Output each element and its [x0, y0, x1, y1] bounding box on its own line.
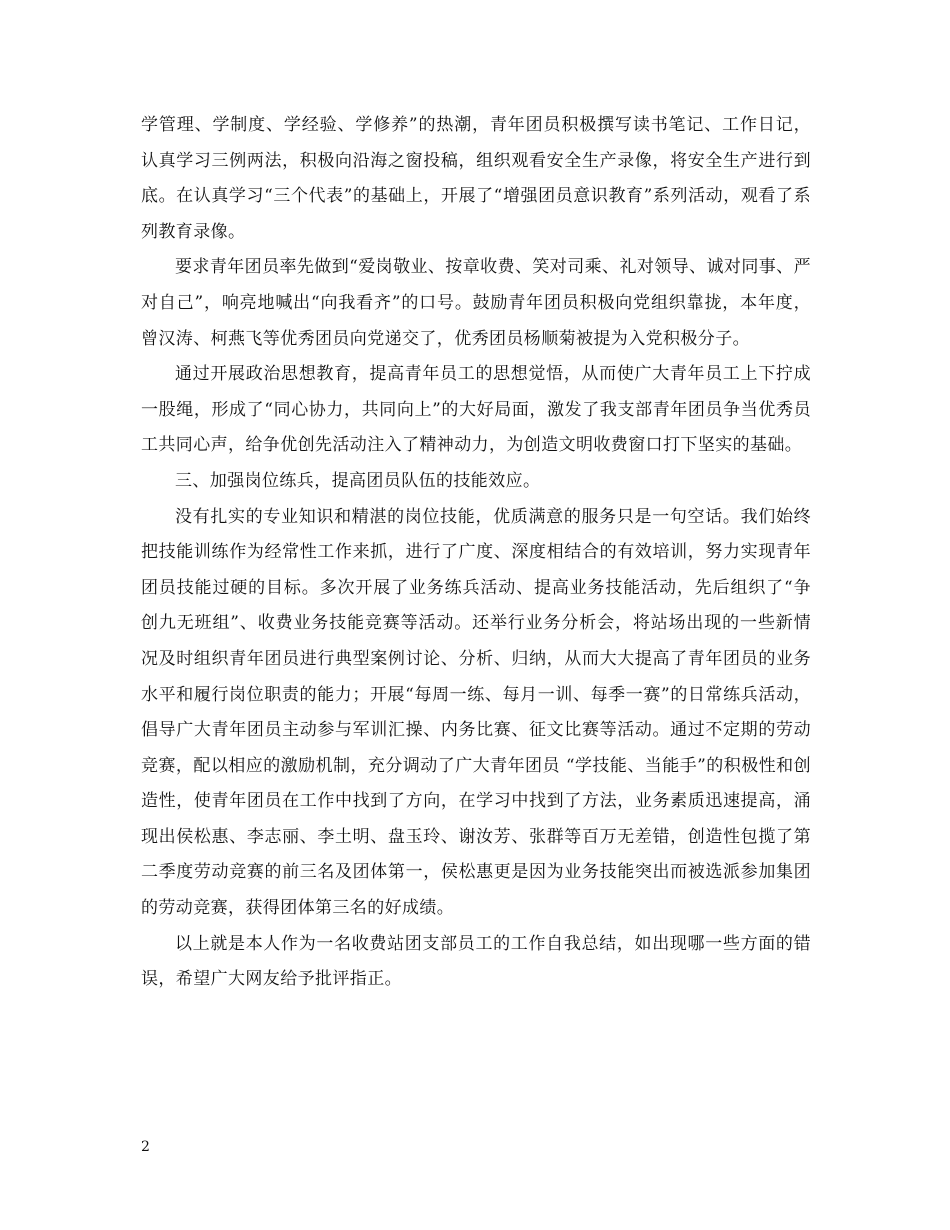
- section-heading: 三、加强岗位练兵，提高团员队伍的技能效应。: [175, 470, 541, 491]
- paragraph-4: 没有扎实的专业知识和精湛的岗位技能，优质满意的服务只是一句空话。我们始终把技能训练作为经常性工作来抓，进行了广度、深度相结合的有效培训，努力实现青年团员技能过硬的目标。多次开展了业务练兵活动、提高业务技能活动，先后组织了“争创九无班组”、收费业务技能竞赛等活动。还举行业务分析会，将站场出现的一些新情况及时组织青年团员进行典型案例讨论、分析、归纳，从而大大提高了青年团员的业务水平和履行岗位职责的能力；开展“每周一练、每月一训、每季一赛”的日常练兵活动，倡导广大青年团员主动参与军训汇操、内务比赛、征文比赛等活动。通过不定期的劳动竞赛，配以相应的激励机制，充分调动了广大青年团员 “学技能、当能手”的积极性和创造性，使青年团员在工作中找到了方向，在学习中找到了方法，业务素质迅速提高，涌现出侯松惠、李志丽、李土明、盘玉玲、谢汝芳、张群等百万无差错，创造性包揽了第二季度劳动竞赛的前三名及团体第一，侯松惠更是因为业务技能突出而被选派参加集团的劳动竞赛，获得团体第三名的好成绩。: [141, 506, 811, 919]
- paragraph-1: 学管理、学制度、学经验、学修养”的热潮，青年团员积极撰写读书笔记、工作日记，认真学习三例两法，积极向沿海之窗投稿，组织观看安全生产录像，将安全生产进行到底。在认真学习“三个代表”的基础上，开展了“增强团员意识教育”系列活动，观看了系列教育录像。: [141, 115, 811, 242]
- paragraph-2: 要求青年团员率先做到“爱岗敬业、按章收费、笑对司乘、礼对领导、诚对同事、严对自己”，响亮地喊出“向我看齐”的口号。鼓励青年团员积极向党组织靠拢，本年度，曾汉涛、柯燕飞等优秀团员向党递交了，优秀团员杨顺菊被提为入党积极分子。: [141, 257, 811, 349]
- document-body: [141, 108, 811, 998]
- paragraph-3: 通过开展政治思想教育，提高青年员工的思想觉悟，从而使广大青年员工上下拧成一股绳，形成了“同心协力，共同向上”的大好局面，激发了我支部青年团员争当优秀员工共同心声，给争优创先活动注入了精神动力，为创造文明收费窗口打下坚实的基础。: [141, 364, 811, 456]
- page-number: 2: [141, 1139, 150, 1155]
- paragraph-5: 以上就是本人作为一名收费站团支部员工的工作自我总结，如出现哪一些方面的错误，希望广大网友给予批评指正。: [141, 933, 811, 990]
